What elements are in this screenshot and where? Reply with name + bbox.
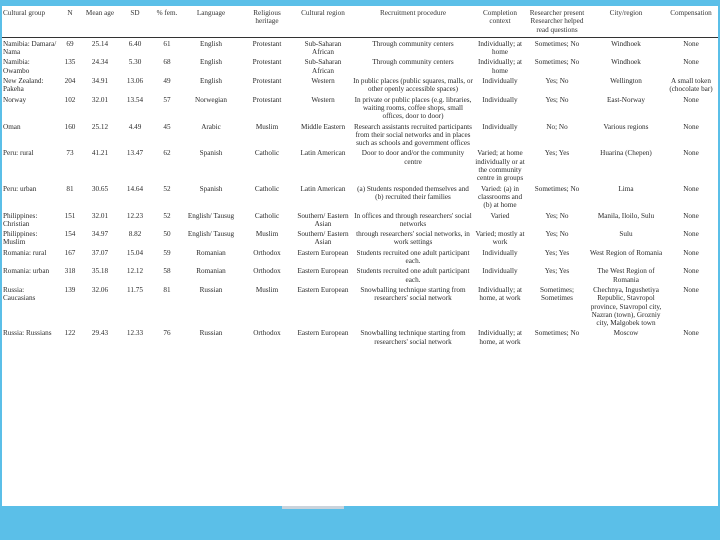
table-cell: English/ Tausug xyxy=(187,211,235,220)
table-cell: None xyxy=(683,184,699,193)
header-row xyxy=(2,6,718,37)
table-cell: Norwegian xyxy=(195,95,227,104)
table-cell: 4.49 xyxy=(128,122,142,131)
table-cell: In private or public places (e.g. libraries, waiting rooms, coffee shops, small offices, door to door) xyxy=(354,95,472,121)
table-cell: 61 xyxy=(163,39,171,48)
table-cell: Russian xyxy=(199,285,223,294)
table-cell: 6.40 xyxy=(128,39,142,48)
table-row xyxy=(2,210,718,229)
table-cell: Yes; Yes xyxy=(544,267,570,276)
table-cell: Windhoek xyxy=(611,58,641,67)
table-body xyxy=(2,37,718,346)
table-cell: Various regions xyxy=(603,122,649,131)
table-cell: The West Region of Romania xyxy=(597,267,655,284)
table-cell: through researchers' social networks, in work settings xyxy=(356,230,470,247)
table-cell: 76 xyxy=(163,329,171,338)
table-cell: 45 xyxy=(163,122,171,131)
table-cell: Snowballing technique starting from researchers' social network xyxy=(360,329,466,346)
table-cell: Latin American xyxy=(300,184,346,193)
column-header: Researcher present Researcher helped read questions xyxy=(526,6,588,37)
table-cell: 41.21 xyxy=(91,149,109,158)
table-cell: 50 xyxy=(163,230,171,239)
table-cell: Huarina (Chepen) xyxy=(600,149,652,158)
table-cell: Sometimes; No xyxy=(534,329,580,338)
table-cell: Sub-Saharan African xyxy=(304,58,342,75)
table-cell: Individually xyxy=(482,248,518,257)
table-cell: In offices and through researchers' social networks xyxy=(354,211,472,228)
table-row xyxy=(2,56,718,75)
table-cell: Protestant xyxy=(252,77,282,86)
table-cell: 102 xyxy=(64,95,76,104)
table-cell: 139 xyxy=(64,285,76,294)
table-cell: Manila, Iloilo, Sulu xyxy=(597,211,655,220)
table-slide xyxy=(2,6,718,506)
table-cell: Varied; at home individually or at the community centre in groups xyxy=(475,149,525,183)
table-cell: Namibia: Damara/ Nama xyxy=(3,39,57,57)
table-cell: None xyxy=(683,95,699,104)
table-cell: Individually xyxy=(482,122,518,131)
table-cell: Spanish xyxy=(199,184,223,193)
table-cell: Varied xyxy=(490,211,510,220)
participants-table xyxy=(2,6,718,346)
table-cell: Romania: urban xyxy=(3,267,50,276)
table-cell: 154 xyxy=(64,230,76,239)
table-cell: English xyxy=(200,77,222,86)
table-cell: 57 xyxy=(163,95,171,104)
table-cell: (a) Students responded themselves and (b) recruited their families xyxy=(357,184,469,201)
table-cell: 204 xyxy=(64,77,76,86)
table-cell: Yes; No xyxy=(545,211,569,220)
table-cell: 13.54 xyxy=(126,95,144,104)
table-row xyxy=(2,121,718,148)
table-cell: Door to door and/or the community centre xyxy=(361,149,465,166)
table-cell: Protestant xyxy=(252,95,282,104)
table-cell: In public places (public squares, malls, or other openly accessible spaces) xyxy=(353,77,473,94)
table-cell: Individually; at home, at work xyxy=(477,329,523,346)
table-cell: Individually; at home xyxy=(477,58,523,75)
table-row xyxy=(2,327,718,346)
table-cell: Muslim xyxy=(255,230,279,239)
table-cell: Spanish xyxy=(199,149,223,158)
table-cell: Peru: rural xyxy=(3,149,34,158)
table-cell: 5.30 xyxy=(128,58,142,67)
table-cell: 15.04 xyxy=(126,248,144,257)
table-cell: None xyxy=(683,58,699,67)
table-cell: Orthodox xyxy=(253,248,281,257)
table-row xyxy=(2,37,718,56)
table-cell: Romania: rural xyxy=(3,248,47,257)
table-cell: Sometimes; Sometimes xyxy=(540,285,574,303)
table-cell: 11.75 xyxy=(127,285,143,294)
column-header: Language xyxy=(182,6,240,37)
table-cell: Eastern European xyxy=(297,267,349,276)
table-cell: Snowballing technique starting from researchers' social network xyxy=(360,285,466,303)
table-cell: Eastern European xyxy=(297,248,349,257)
table-cell: Individually; at home xyxy=(477,39,523,57)
table-row xyxy=(2,265,718,284)
table-cell: Philippines: Muslim xyxy=(3,230,38,247)
column-header: % fem. xyxy=(152,6,182,37)
table-cell: None xyxy=(683,248,699,257)
table-cell: Yes; No xyxy=(545,230,569,239)
table-cell: East-Norway xyxy=(607,95,645,104)
table-cell: 32.01 xyxy=(91,95,109,104)
table-cell: 8.82 xyxy=(128,230,142,239)
table-row xyxy=(2,75,718,94)
table-cell: Namibia: Owambo xyxy=(3,58,30,75)
table-cell: 318 xyxy=(64,267,76,276)
table-cell: 12.12 xyxy=(126,267,144,276)
table-cell: Peru: urban xyxy=(3,184,37,193)
table-cell: West Region of Romania xyxy=(589,248,663,257)
table-cell: Catholic xyxy=(254,211,280,220)
table-cell: 59 xyxy=(163,248,171,257)
table-row xyxy=(2,94,718,121)
table-cell: 62 xyxy=(163,149,171,158)
column-header: City/region xyxy=(588,6,664,37)
table-cell: Students recruited one adult participant each. xyxy=(356,267,470,284)
column-header: Compensation xyxy=(664,6,718,37)
table-cell: English xyxy=(200,39,222,48)
column-header: SD xyxy=(118,6,152,37)
table-cell: Individually xyxy=(482,77,518,86)
table-cell: Sub-Saharan African xyxy=(304,39,342,57)
table-cell: Norway xyxy=(3,95,27,104)
table-cell: Russia: Russians xyxy=(3,329,52,338)
table-cell: Southern/ Eastern Asian xyxy=(297,230,349,247)
table-cell: Yes; No xyxy=(545,77,569,86)
table-cell: None xyxy=(683,39,699,48)
table-cell: 58 xyxy=(163,267,171,276)
table-cell: Romanian xyxy=(196,267,226,276)
table-cell: Yes; Yes xyxy=(544,248,570,257)
table-cell: Windhoek xyxy=(611,39,641,48)
table-cell: Catholic xyxy=(254,149,280,158)
table-cell: 25.14 xyxy=(91,39,109,48)
table-cell: Sometimes; No xyxy=(534,39,580,48)
table-cell: 29.43 xyxy=(91,329,109,338)
table-cell: 151 xyxy=(64,211,76,220)
table-cell: Oman xyxy=(3,122,21,131)
table-row xyxy=(2,147,718,182)
table-cell: 122 xyxy=(64,329,76,338)
table-cell: Russia: Caucasians xyxy=(3,285,36,303)
table-cell: Catholic xyxy=(254,184,280,193)
table-cell: 13.06 xyxy=(126,77,144,86)
table-cell: Varied; mostly at work xyxy=(475,230,525,247)
column-header: N xyxy=(58,6,82,37)
table-cell: 81 xyxy=(66,184,74,193)
table-cell: 12.23 xyxy=(126,211,144,220)
table-cell: Protestant xyxy=(252,58,282,67)
table-cell: Students recruited one adult participant each. xyxy=(356,248,470,266)
table-cell: 24.34 xyxy=(91,58,109,67)
table-row xyxy=(2,284,718,327)
table-cell: None xyxy=(683,211,699,220)
table-row xyxy=(2,228,718,247)
column-header: Cultural region xyxy=(294,6,352,37)
table-cell: English/ Tausug xyxy=(187,230,235,239)
table-cell: Lima xyxy=(618,184,634,193)
table-cell: Eastern European xyxy=(297,285,349,294)
table-cell: 69 xyxy=(66,39,74,48)
table-cell: Individually; at home, at work xyxy=(477,285,523,303)
table-cell: 14.64 xyxy=(126,184,144,193)
table-cell: 37.07 xyxy=(91,248,109,257)
table-cell: 34.91 xyxy=(91,77,109,86)
slide-bottom-strip xyxy=(282,506,344,509)
table-cell: 30.65 xyxy=(91,184,109,193)
column-header: Recruitment procedure xyxy=(352,6,474,37)
table-cell: Sulu xyxy=(619,230,633,239)
table-cell: Russian xyxy=(199,329,223,338)
table-cell: Yes; No xyxy=(545,95,569,104)
table-cell: 34.97 xyxy=(91,230,109,239)
table-cell: 32.01 xyxy=(91,211,109,220)
table-cell: None xyxy=(683,329,699,338)
table-cell: 52 xyxy=(163,184,171,193)
table-cell: Protestant xyxy=(252,39,282,48)
table-cell: Muslim xyxy=(255,285,279,294)
table-cell: Eastern European xyxy=(297,329,349,338)
table-cell: English xyxy=(200,58,222,67)
table-cell: 25.12 xyxy=(91,122,109,131)
table-cell: Moscow xyxy=(613,329,639,338)
table-cell: None xyxy=(683,230,699,239)
table-cell: Yes; Yes xyxy=(544,149,570,158)
table-cell: None xyxy=(683,267,699,276)
column-header: Cultural group xyxy=(2,6,58,37)
table-cell: 49 xyxy=(163,77,171,86)
table-cell: Through community centers xyxy=(372,39,454,48)
table-cell: A small token (chocolate bar) xyxy=(669,77,713,94)
table-cell: 160 xyxy=(64,122,76,131)
table-cell: Varied: (a) in classrooms and (b) at home xyxy=(477,184,523,210)
table-cell: Western xyxy=(311,95,335,104)
table-cell: None xyxy=(683,149,699,158)
table-cell: 52 xyxy=(163,211,171,220)
table-cell: No; No xyxy=(546,122,568,131)
table-cell: Muslim xyxy=(255,122,279,131)
table-row xyxy=(2,247,718,266)
column-header: Religious heritage xyxy=(240,6,294,37)
column-header: Completion context xyxy=(474,6,526,37)
table-cell: 73 xyxy=(66,149,74,158)
table-cell: Western xyxy=(311,77,335,86)
table-cell: Sometimes; No xyxy=(534,184,580,193)
table-cell: New Zealand: Pakeha xyxy=(3,77,44,94)
table-cell: None xyxy=(683,122,699,131)
table-cell: 81 xyxy=(163,285,171,294)
table-cell: Individually xyxy=(482,267,518,276)
table-cell: 32.06 xyxy=(91,285,109,294)
table-cell: 68 xyxy=(163,58,171,67)
table-cell: Through community centers xyxy=(372,58,454,67)
table-row xyxy=(2,183,718,210)
table-cell: Orthodox xyxy=(253,329,281,338)
table-cell: Philippines: Christian xyxy=(3,211,38,228)
table-cell: Romanian xyxy=(196,248,226,257)
table-cell: Southern/ Eastern Asian xyxy=(297,211,349,228)
table-cell: Arabic xyxy=(201,122,221,131)
table-cell: Wellington xyxy=(610,77,642,86)
table-cell: 13.47 xyxy=(126,149,144,158)
table-cell: Orthodox xyxy=(253,267,281,276)
table-cell: 167 xyxy=(64,248,76,257)
table-cell: Individually xyxy=(482,95,518,104)
table-cell: None xyxy=(683,285,699,294)
table-cell: Sometimes; No xyxy=(534,58,580,67)
table-cell: Chechnya, Ingushetiya Republic, Stavropol province, Stavropol city, Nazran (town), Grozniy city, Malgobek town xyxy=(590,285,662,328)
table-cell: Middle Eastern xyxy=(300,122,346,131)
table-cell: 135 xyxy=(64,58,76,67)
table-cell: 12.33 xyxy=(126,329,144,338)
table-cell: Research assistants recruited participants from their social networks and in places such as schools and government offices xyxy=(354,122,472,148)
table-cell: Latin American xyxy=(300,149,346,158)
table-cell: 35.18 xyxy=(91,267,109,276)
column-header: Mean age xyxy=(82,6,118,37)
